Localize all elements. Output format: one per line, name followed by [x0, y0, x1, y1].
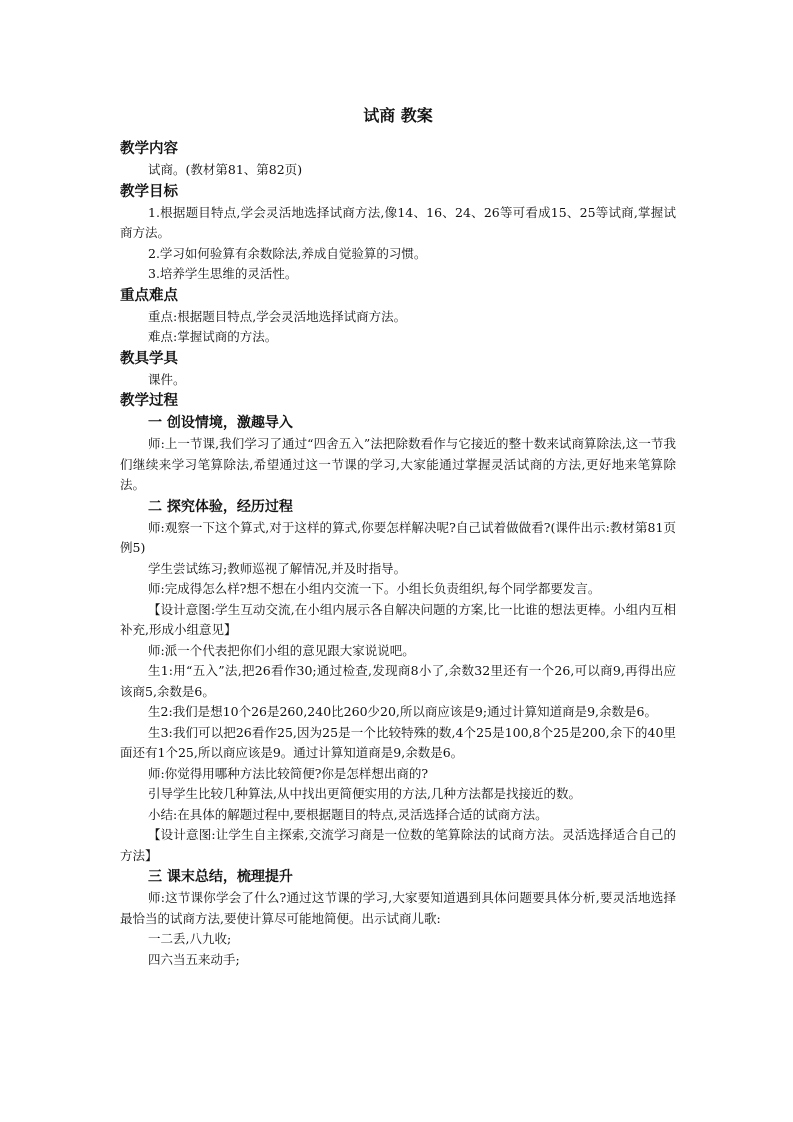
heading-key-points: 重点难点 [120, 287, 178, 304]
process-paragraph: 师:完成得怎么样?想不想在小组内交流一下。小组长负责组织,每个同学都要发言。 [148, 581, 601, 596]
key-point-item: 重点:根据题目特点,学会灵活地选择试商方法。 [148, 308, 407, 324]
design-intent-note: 【设计意图:让学生自主探索,交流学习商是一位数的笔算除法的试商方法。灵活选择适合自己的方法】 [120, 827, 676, 863]
rhyme-line: 一二丢,八九收; [148, 931, 232, 946]
heading-teaching-process: 教学过程 [120, 393, 178, 409]
student-answer: 生3:我们可以把26看作25,因为25是一个比较特殊的数,4个25是100,8个25是200,余下的40里面还有1个25,所以商应该是9。通过计算知道商是9,余数是6。 [120, 724, 676, 760]
teaching-content-text: 试商。(教材第81、第82页) [148, 162, 303, 177]
process-paragraph: 师:这节课你学会了什么?通过这节课的学习,大家要知道遇到具体问题要具体分析,要灵活地选择最恰当的试商方法,要使计算尽可能地简便。出示试商儿歌: [120, 890, 676, 926]
design-intent-note: 【设计意图:学生互动交流,在小组内展示各自解决问题的方案,比一比谁的想法更棒。小组内互相补充,形成小组意见】 [120, 601, 676, 637]
document-title: 试商 教案 [363, 106, 433, 125]
goal-item: 2.学习如何验算有余数除法,养成自觉验算的习惯。 [148, 245, 427, 261]
process-part-3-title: 三 课末总结，梳理提升 [148, 869, 293, 885]
process-paragraph: 学生尝试练习;教师巡视了解情况,并及时指导。 [148, 560, 407, 576]
process-paragraph: 师:上一节课,我们学习了通过“四舍五入”法把除数看作与它接近的整十数来试商算除法,这一节我们继续来学习笔算除法,希望通过这一节课的学习,大家能通过掌握灵活试商的方法,更好地来笔算除法。 [120, 436, 676, 492]
heading-teaching-content: 教学内容 [120, 141, 178, 157]
key-point-item: 难点:掌握试商的方法。 [148, 329, 278, 344]
heading-teaching-goals: 教学目标 [120, 183, 178, 200]
goal-item: 1.根据题目特点,学会灵活地选择试商方法,像14、16、24、26等可看成15、25等试商,掌握试商方法。 [120, 204, 676, 240]
process-part-1-title: 一 创设情境，激趣导入 [148, 415, 293, 431]
lesson-plan [120, 104, 676, 970]
student-answer: 生1:用“五入”法,把26看作30;通过检查,发现商8小了,余数32里还有一个26,可以商9,再得出应该商5,余数是6。 [120, 663, 676, 699]
summary-paragraph: 小结:在具体的解题过程中,要根据题目的特点,灵活选择合适的试商方法。 [148, 806, 548, 822]
student-answer: 生2:我们是想10个26是260,240比260少20,所以商应该是9;通过计算知道商是9,余数是6。 [148, 704, 657, 719]
process-paragraph: 师:派一个代表把你们小组的意见跟大家说说吧。 [148, 642, 415, 658]
teaching-tools-text: 课件。 [148, 371, 186, 387]
goal-item: 3.培养学生思维的灵活性。 [148, 266, 298, 281]
process-part-2-title: 二 探究体验，经历过程 [148, 498, 293, 515]
process-paragraph: 引导学生比较几种算法,从中找出更简便实用的方法,几种方法都是找接近的数。 [148, 786, 581, 801]
process-paragraph: 师:你觉得用哪种方法比较简便?你是怎样想出商的? [148, 765, 429, 781]
rhyme-line: 四六当五来动手; [148, 951, 240, 967]
process-paragraph: 师:观察一下这个算式,对于这样的算式,你要怎样解决呢?自己试着做做看?(课件出示:教材第81页例5) [120, 519, 676, 555]
heading-teaching-tools: 教具学具 [120, 350, 178, 367]
